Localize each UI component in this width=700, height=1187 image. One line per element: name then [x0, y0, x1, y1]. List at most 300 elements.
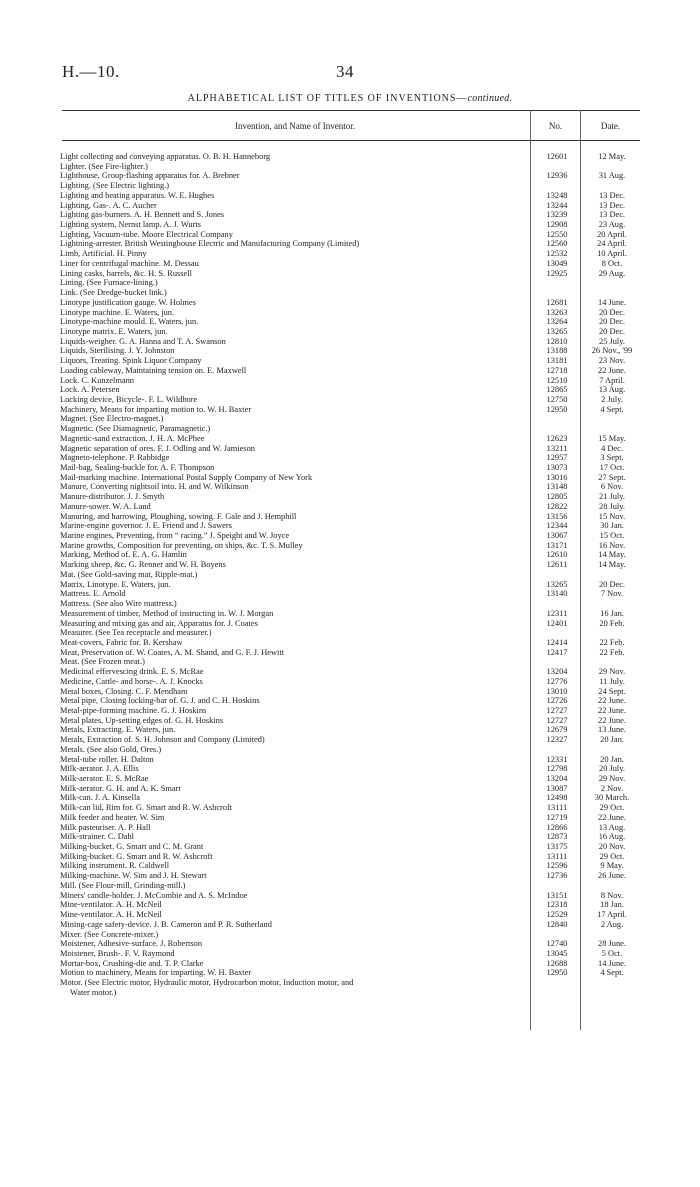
list-item	[60, 784, 640, 794]
invention-date: 3 Sept.	[600, 453, 624, 463]
invention-title: Milk-aerator. J. A. Ellis	[60, 764, 139, 774]
invention-date: 22 June.	[598, 715, 626, 725]
list-item	[60, 298, 640, 308]
invention-title: Lightning-arrester. British Westinghouse Electric and Manufacturing Company (Limited)	[60, 239, 360, 249]
invention-number: 12865	[546, 385, 568, 395]
invention-date: 15 May.	[598, 433, 626, 443]
invention-number: 13188	[546, 346, 568, 356]
invention-title: Mill. (See Flour-mill, Grinding-mill.)	[60, 880, 186, 890]
invention-number: 12596	[546, 861, 568, 871]
list-item	[60, 978, 640, 988]
invention-number: 13010	[546, 686, 568, 696]
list-item	[60, 269, 640, 279]
list-item	[60, 152, 640, 162]
list-item	[60, 424, 640, 434]
invention-date: 30 March.	[594, 793, 630, 803]
invention-title: Medicinal effervescing drink. E. S. McRae	[60, 667, 204, 677]
list-item	[60, 239, 640, 249]
invention-number: 12623	[546, 433, 568, 443]
list-item	[60, 171, 640, 181]
invention-date: 14 June.	[598, 958, 626, 968]
column-header-invention: Invention, and Name of Inventor.	[235, 121, 355, 131]
invention-date: 11 July.	[599, 676, 625, 686]
list-item	[60, 619, 640, 629]
list-item	[60, 920, 640, 930]
list-item	[60, 570, 640, 580]
invention-title: Milk feeder and heater. W. Sim	[60, 812, 165, 822]
invention-number: 12510	[546, 375, 568, 385]
invention-title: Lining. (See Furnace-lining.)	[60, 278, 158, 288]
invention-date: 7 Nov.	[600, 589, 624, 599]
invention-number: 12414	[546, 637, 568, 647]
list-item	[60, 968, 640, 978]
invention-number: 12401	[546, 618, 568, 628]
invention-date: 26 Nov., '99	[591, 346, 633, 356]
invention-title: Mine-ventilator. A. H. McNeil	[60, 900, 162, 910]
page-title	[0, 93, 700, 104]
invention-title: Metal pipe, Closing locking-bar of. G. J. and C. H. Hoskins	[60, 696, 260, 706]
invention-title: Link. (See Dredge-bucket link.)	[60, 288, 167, 298]
invention-number: 12950	[546, 404, 568, 414]
invention-title: Milk-aerator. G. H. and A. K. Smart	[60, 783, 181, 793]
invention-number: 12908	[546, 220, 568, 230]
invention-date: 17 Oct.	[599, 463, 625, 472]
list-item	[60, 473, 640, 483]
invention-title: Lighting. (See Electric lighting.)	[60, 181, 170, 191]
invention-number: 13265	[546, 579, 568, 589]
invention-date: 6 Nov.	[600, 482, 624, 492]
invention-date: 4 Dec.	[601, 443, 623, 453]
invention-number: 13248	[546, 190, 568, 200]
list-item	[60, 823, 640, 833]
invention-date: 20 April.	[597, 229, 627, 239]
list-item	[60, 453, 640, 463]
invention-date: 2 July.	[601, 394, 623, 404]
invention-date: 16 Aug.	[598, 832, 626, 842]
inventions-list	[60, 152, 640, 998]
list-item	[60, 803, 640, 813]
invention-title: Marking, Method of. E. A. G. Hamlin	[60, 550, 187, 560]
invention-number: 12311	[546, 608, 568, 618]
invention-number: 12560	[546, 239, 568, 249]
list-item	[60, 959, 640, 969]
invention-date: 22 June.	[598, 705, 626, 715]
list-item	[60, 609, 640, 619]
list-item	[60, 220, 640, 230]
invention-number: 12610	[546, 550, 568, 560]
invention-title: Matrix, Linotype. E. Waters, jun.	[60, 579, 171, 589]
invention-title: Linotype machine. E. Waters, jun.	[60, 307, 175, 317]
invention-date: 22 Feb.	[599, 647, 625, 657]
invention-number: 12750	[546, 394, 568, 404]
list-item	[60, 842, 640, 852]
list-item	[60, 434, 640, 444]
invention-date: 30 Jan.	[600, 521, 624, 531]
invention-title: Metal plates, Up-setting edges of. G. H. Hoskins	[60, 715, 224, 725]
invention-title: Liquids, Sterilising. J. Y. Johnston	[60, 346, 175, 356]
invention-number: 12740	[546, 939, 568, 949]
invention-number: 12727	[546, 715, 568, 725]
invention-date: 13 June.	[598, 725, 626, 735]
invention-number: 12936	[546, 171, 568, 181]
invention-date: 2 Aug.	[600, 919, 624, 929]
invention-number: 12798	[546, 764, 568, 774]
invention-number: 13067	[546, 531, 568, 541]
invention-title: Marking sheep, &c. G. Renner and W. H. Boyens	[60, 560, 226, 570]
invention-title: Milk-strainer. C. Dahl	[60, 832, 134, 842]
invention-title: Magnetic separation of ores. F. J. Odling and W. Jamieson	[60, 443, 255, 453]
invention-date: 14 May.	[598, 560, 626, 570]
invention-number: 13087	[546, 783, 568, 793]
invention-title: Milking-bucket. G. Smart and R. W. Ashcroft	[60, 851, 213, 861]
page-number: 34	[336, 62, 354, 81]
list-item	[60, 745, 640, 755]
invention-title: Lighting, Gas-. A. C. Aucher	[60, 200, 157, 210]
invention-date: 16 Jan.	[600, 608, 624, 618]
invention-number: 12840	[546, 919, 568, 929]
invention-number: 12601	[546, 152, 568, 161]
list-item	[60, 716, 640, 726]
list-item	[60, 988, 640, 998]
header-bottom-rule	[62, 140, 640, 141]
invention-number: 13156	[546, 511, 568, 521]
invention-number: 12726	[546, 696, 568, 706]
invention-date: 4 Sept.	[600, 404, 624, 414]
invention-number: 12950	[546, 968, 568, 978]
invention-title: Motion to machinery, Means for imparting. W. H. Baxter	[60, 968, 252, 978]
list-item	[60, 774, 640, 784]
list-item	[60, 881, 640, 891]
invention-date: 21 July.	[599, 492, 625, 502]
list-item	[60, 405, 640, 415]
document-reference: H.—10.	[62, 62, 120, 81]
invention-date: 29 Oct.	[599, 851, 625, 861]
invention-title: Magnet. (See Electro-magnet.)	[60, 414, 164, 424]
invention-title: Mattress. (See also Wire mattress.)	[60, 599, 177, 609]
list-item	[60, 463, 640, 473]
page-title-text: ALPHABETICAL LIST OF TITLES OF INVENTIONS—	[187, 93, 468, 104]
invention-date: 22 June.	[598, 365, 626, 375]
invention-date: 26 June.	[598, 871, 626, 881]
invention-date: 29 Nov.	[598, 774, 626, 783]
list-item	[60, 706, 640, 716]
list-item	[60, 356, 640, 366]
invention-title: Lighting and heating apparatus. W. E. Hughes	[60, 190, 215, 200]
invention-date: 24 April.	[597, 239, 627, 249]
invention-title: Manure-distributor. J. J. Smyth	[60, 492, 165, 502]
invention-title: Magnetic. (See Diamagnetic, Paramagnetic.)	[60, 424, 211, 434]
invention-date: 20 Feb.	[599, 618, 625, 628]
invention-title: Motor. (See Electric motor, Hydraulic motor, Hydrocarbon motor, Induction motor, and	[60, 978, 354, 988]
list-item	[60, 308, 640, 318]
list-item	[60, 861, 640, 871]
invention-date: 17 April.	[597, 910, 627, 920]
list-item	[60, 521, 640, 531]
invention-number: 12498	[546, 793, 568, 803]
invention-number: 13239	[546, 210, 568, 220]
invention-title: Mat. (See Gold-saving mat, Ripple-mat.)	[60, 569, 198, 579]
invention-number: 12331	[546, 754, 568, 764]
invention-number: 13244	[546, 200, 568, 210]
invention-title: Metal boxes, Closing. C. F. Mendham	[60, 686, 188, 696]
invention-number: 12805	[546, 492, 568, 502]
invention-number: 12925	[546, 268, 568, 278]
invention-number: 13204	[546, 667, 568, 677]
list-item	[60, 638, 640, 648]
invention-title: Lighthouse, Group-flashing apparatus for. A. Brebner	[60, 171, 240, 181]
invention-date: 10 April.	[597, 249, 627, 259]
invention-title: Linotype-machine mould. E. Waters, jun.	[60, 317, 199, 327]
invention-number: 13151	[546, 890, 568, 900]
invention-number: 12718	[546, 365, 568, 375]
list-item	[60, 755, 640, 765]
invention-title: Milk-can lid, Rim for. G. Smart and R. W. Ashcroft	[60, 803, 233, 813]
invention-date: 8 Nov.	[600, 890, 624, 900]
list-item	[60, 550, 640, 560]
invention-title: Measurement of timber, Method of instructing in. W. J. Morgan	[60, 608, 274, 618]
invention-title: Liquids-weigher. G. A. Hanna and T. A. Swanson	[60, 336, 226, 346]
invention-title: Moistener, Brush-. F. V. Raymond	[60, 948, 175, 958]
list-item	[60, 366, 640, 376]
list-item	[60, 278, 640, 288]
invention-date: 4 Sept.	[600, 968, 624, 978]
invention-date: 16 Nov.	[598, 540, 626, 550]
invention-number: 13148	[546, 482, 568, 492]
invention-title: Machinery, Means for imparting motion to. W. H. Baxter	[60, 404, 252, 414]
list-item	[60, 648, 640, 658]
list-item	[60, 677, 640, 687]
invention-number: 13211	[546, 443, 568, 453]
list-item	[60, 667, 640, 677]
list-item	[60, 900, 640, 910]
invention-title: Lock. C. Kunzelmann	[60, 375, 134, 385]
invention-date: 23 Aug.	[598, 220, 626, 230]
list-item	[60, 852, 640, 862]
list-item	[60, 191, 640, 201]
invention-title: Metals, Extraction of. S. H. Johnson and Company (Limited)	[60, 735, 265, 745]
list-item	[60, 939, 640, 949]
invention-number: 12810	[546, 336, 568, 346]
invention-title: Mine-ventilator. A. H. McNeil	[60, 910, 162, 920]
list-item	[60, 541, 640, 551]
list-item	[60, 482, 640, 492]
invention-title: Meat-covers, Fabric for. B. Kershaw	[60, 637, 183, 647]
invention-date: 15 Nov.	[598, 511, 626, 521]
invention-date: 13 Aug.	[598, 822, 626, 832]
invention-title: Milk-aerator. E. S. McRae	[60, 774, 149, 783]
list-item	[60, 589, 640, 599]
invention-number: 13181	[546, 356, 568, 366]
invention-number: 12727	[546, 705, 568, 715]
invention-number: 13016	[546, 472, 568, 482]
list-item	[60, 560, 640, 570]
invention-date: 20 Dec.	[598, 317, 626, 327]
invention-number: 12957	[546, 453, 568, 463]
invention-number: 13204	[546, 774, 568, 783]
invention-number: 13140	[546, 589, 568, 599]
invention-title: Moistener, Adhesive-surface. J. Robertson	[60, 939, 203, 949]
invention-title: Water motor.)	[70, 987, 117, 997]
invention-date: 25 July.	[599, 336, 625, 346]
list-item	[60, 337, 640, 347]
list-item	[60, 725, 640, 735]
invention-number: 13171	[546, 540, 568, 550]
invention-date: 13 Dec.	[598, 200, 626, 210]
invention-date: 15 Oct.	[599, 531, 625, 541]
invention-date: 9 May.	[600, 861, 624, 871]
list-item	[60, 949, 640, 959]
page-title-suffix: continued.	[467, 93, 513, 104]
list-item	[60, 162, 640, 172]
list-item	[60, 395, 640, 405]
invention-date: 22 June.	[598, 696, 626, 706]
invention-title: Meat. (See Frozen meat.)	[60, 657, 145, 667]
invention-number: 12611	[546, 560, 568, 570]
invention-title: Linotype matrix. E. Waters, jun.	[60, 326, 168, 336]
invention-date: 24 Sept.	[598, 686, 626, 696]
invention-title: Miners' candle-holder. J. McCombie and A. S. McIndoe	[60, 890, 248, 900]
invention-title: Mining-cage safety-device. J. B. Cameron and P. R. Sutherland	[60, 919, 272, 929]
invention-title: Linotype justification gauge. W. Holmes	[60, 297, 196, 307]
invention-title: Milk pasteuriser. A. P. Hall	[60, 822, 151, 832]
invention-date: 20 Dec.	[598, 579, 626, 589]
invention-title: Lock. A. Petersen	[60, 385, 120, 395]
invention-title: Manure, Converting nightsoil into. H. and W. Wilkinson	[60, 482, 249, 492]
invention-number: 13264	[546, 317, 568, 327]
invention-title: Light collecting and conveying apparatus. O. B. H. Hanneborg	[60, 152, 271, 161]
list-item	[60, 696, 640, 706]
invention-title: Marine growths, Composition for preventing, on ships, &c. T. S. Mulley	[60, 540, 303, 550]
invention-date: 13 Dec.	[598, 210, 626, 220]
invention-date: 28 June.	[598, 939, 626, 949]
list-item	[60, 531, 640, 541]
list-item	[60, 327, 640, 337]
invention-date: 20 Dec.	[598, 326, 626, 336]
invention-date: 29 Aug.	[598, 268, 626, 278]
invention-number: 12327	[546, 735, 568, 745]
invention-date: 14 May.	[598, 550, 626, 560]
invention-number: 13111	[546, 803, 568, 813]
invention-number: 12866	[546, 822, 568, 832]
invention-date: 7 April.	[599, 375, 625, 385]
invention-date: 8 Oct.	[601, 258, 623, 268]
invention-number: 12344	[546, 521, 568, 531]
invention-title: Metal-tube roller. H. Dalton	[60, 754, 154, 764]
invention-title: Marine-engine governor. J. E. Friend and J. Sawers	[60, 521, 232, 531]
invention-title: Mixer. (See Concrete-mixer.)	[60, 929, 159, 939]
invention-title: Metals. (See also Gold, Ores.)	[60, 744, 162, 754]
invention-date: 27 Sept.	[598, 472, 626, 482]
invention-number: 12736	[546, 871, 568, 881]
list-item	[60, 376, 640, 386]
invention-date: 12 May.	[598, 152, 626, 161]
invention-title: Manure-sower. W. A. Land	[60, 501, 151, 511]
list-item	[60, 930, 640, 940]
list-item	[60, 444, 640, 454]
invention-date: 2 Nov.	[600, 783, 624, 793]
invention-title: Limb, Artificial. H. Pinny	[60, 249, 147, 259]
list-item	[60, 580, 640, 590]
invention-title: Mattress. E. Arnold	[60, 589, 126, 599]
list-item	[60, 891, 640, 901]
invention-date: 20 Jan.	[600, 735, 624, 745]
list-item	[60, 657, 640, 667]
invention-number: 12529	[546, 910, 568, 920]
invention-date: 29 Nov.	[598, 667, 626, 677]
invention-title: Mail-bag, Sealing-buckle for. A. F. Thompson	[60, 463, 215, 472]
invention-number: 12318	[546, 900, 568, 910]
invention-date: 20 Nov.	[598, 842, 626, 852]
invention-number: 12679	[546, 725, 568, 735]
list-item	[60, 764, 640, 774]
invention-number: 12776	[546, 676, 568, 686]
list-item	[60, 259, 640, 269]
invention-number: 13049	[546, 258, 568, 268]
list-item	[60, 288, 640, 298]
invention-number: 12719	[546, 812, 568, 822]
invention-date: 28 July.	[599, 501, 625, 511]
invention-date: 20 Jan.	[600, 754, 624, 764]
invention-number: 13045	[546, 948, 568, 958]
invention-date: 23 Nov.	[598, 356, 626, 366]
list-item	[60, 599, 640, 609]
list-item	[60, 793, 640, 803]
list-item	[60, 910, 640, 920]
invention-date: 20 Dec.	[598, 307, 626, 317]
invention-number: 12688	[546, 958, 568, 968]
list-item	[60, 502, 640, 512]
invention-title: Lining casks, barrels, &c. H. S. Russell	[60, 268, 192, 278]
list-item	[60, 249, 640, 259]
column-header-date: Date.	[600, 121, 621, 131]
list-item	[60, 813, 640, 823]
invention-date: 13 Aug.	[598, 385, 626, 395]
list-item	[60, 385, 640, 395]
invention-title: Magnetic-sand extraction. J. H. A. McPhee	[60, 433, 205, 443]
invention-title: Meat, Preservation of. W. Coates, A. M. Shand, and G. F. J. Hewitt	[60, 647, 285, 657]
invention-number: 12873	[546, 832, 568, 842]
invention-number: 13073	[546, 463, 568, 472]
invention-title: Metal-pipe-forming machine. G. J. Hoskins	[60, 705, 207, 715]
invention-title: Lighter. (See Fire-lighter.)	[60, 161, 148, 171]
invention-date: 20 July.	[599, 764, 625, 774]
invention-title: Milking instrument. R. Caldwell	[60, 861, 170, 871]
invention-title: Locking device, Bicycle-. F. L. Wildbore	[60, 394, 198, 404]
invention-date: 22 Feb.	[599, 637, 625, 647]
invention-date: 22 June.	[598, 812, 626, 822]
invention-title: Lighting system, Nernst lamp. A. J. Wurts	[60, 220, 201, 230]
list-item	[60, 230, 640, 240]
invention-title: Milk-can. J. A. Kinsella	[60, 793, 141, 803]
invention-title: Milking-bucket. G. Smart and C. M. Grant	[60, 842, 204, 852]
invention-title: Measurer. (See Tea receptacle and measurer.)	[60, 628, 212, 638]
invention-date: 13 Dec.	[598, 190, 626, 200]
invention-number: 13263	[546, 307, 568, 317]
invention-title: Milking-machine. W. Sim and J. H. Stewart	[60, 871, 207, 881]
list-item	[60, 181, 640, 191]
invention-date: 18 Jan.	[600, 900, 624, 910]
list-item	[60, 871, 640, 881]
invention-title: Loading cableway, Maintaining tension on. E. Maxwell	[60, 365, 247, 375]
invention-title: Mail-marking machine. International Postal Supply Company of New York	[60, 472, 313, 482]
invention-date: 31 Aug.	[598, 171, 626, 181]
list-item	[60, 346, 640, 356]
invention-title: Metals, Extracting. E. Waters, jun.	[60, 725, 176, 735]
header-top-rule	[62, 110, 640, 111]
invention-title: Medicine, Cattle- and horse-. A. J. Knocks	[60, 676, 203, 686]
invention-title: Mortar-box, Crushing-die and. T. P. Clarke	[60, 958, 204, 968]
invention-number: 13111	[546, 851, 568, 861]
